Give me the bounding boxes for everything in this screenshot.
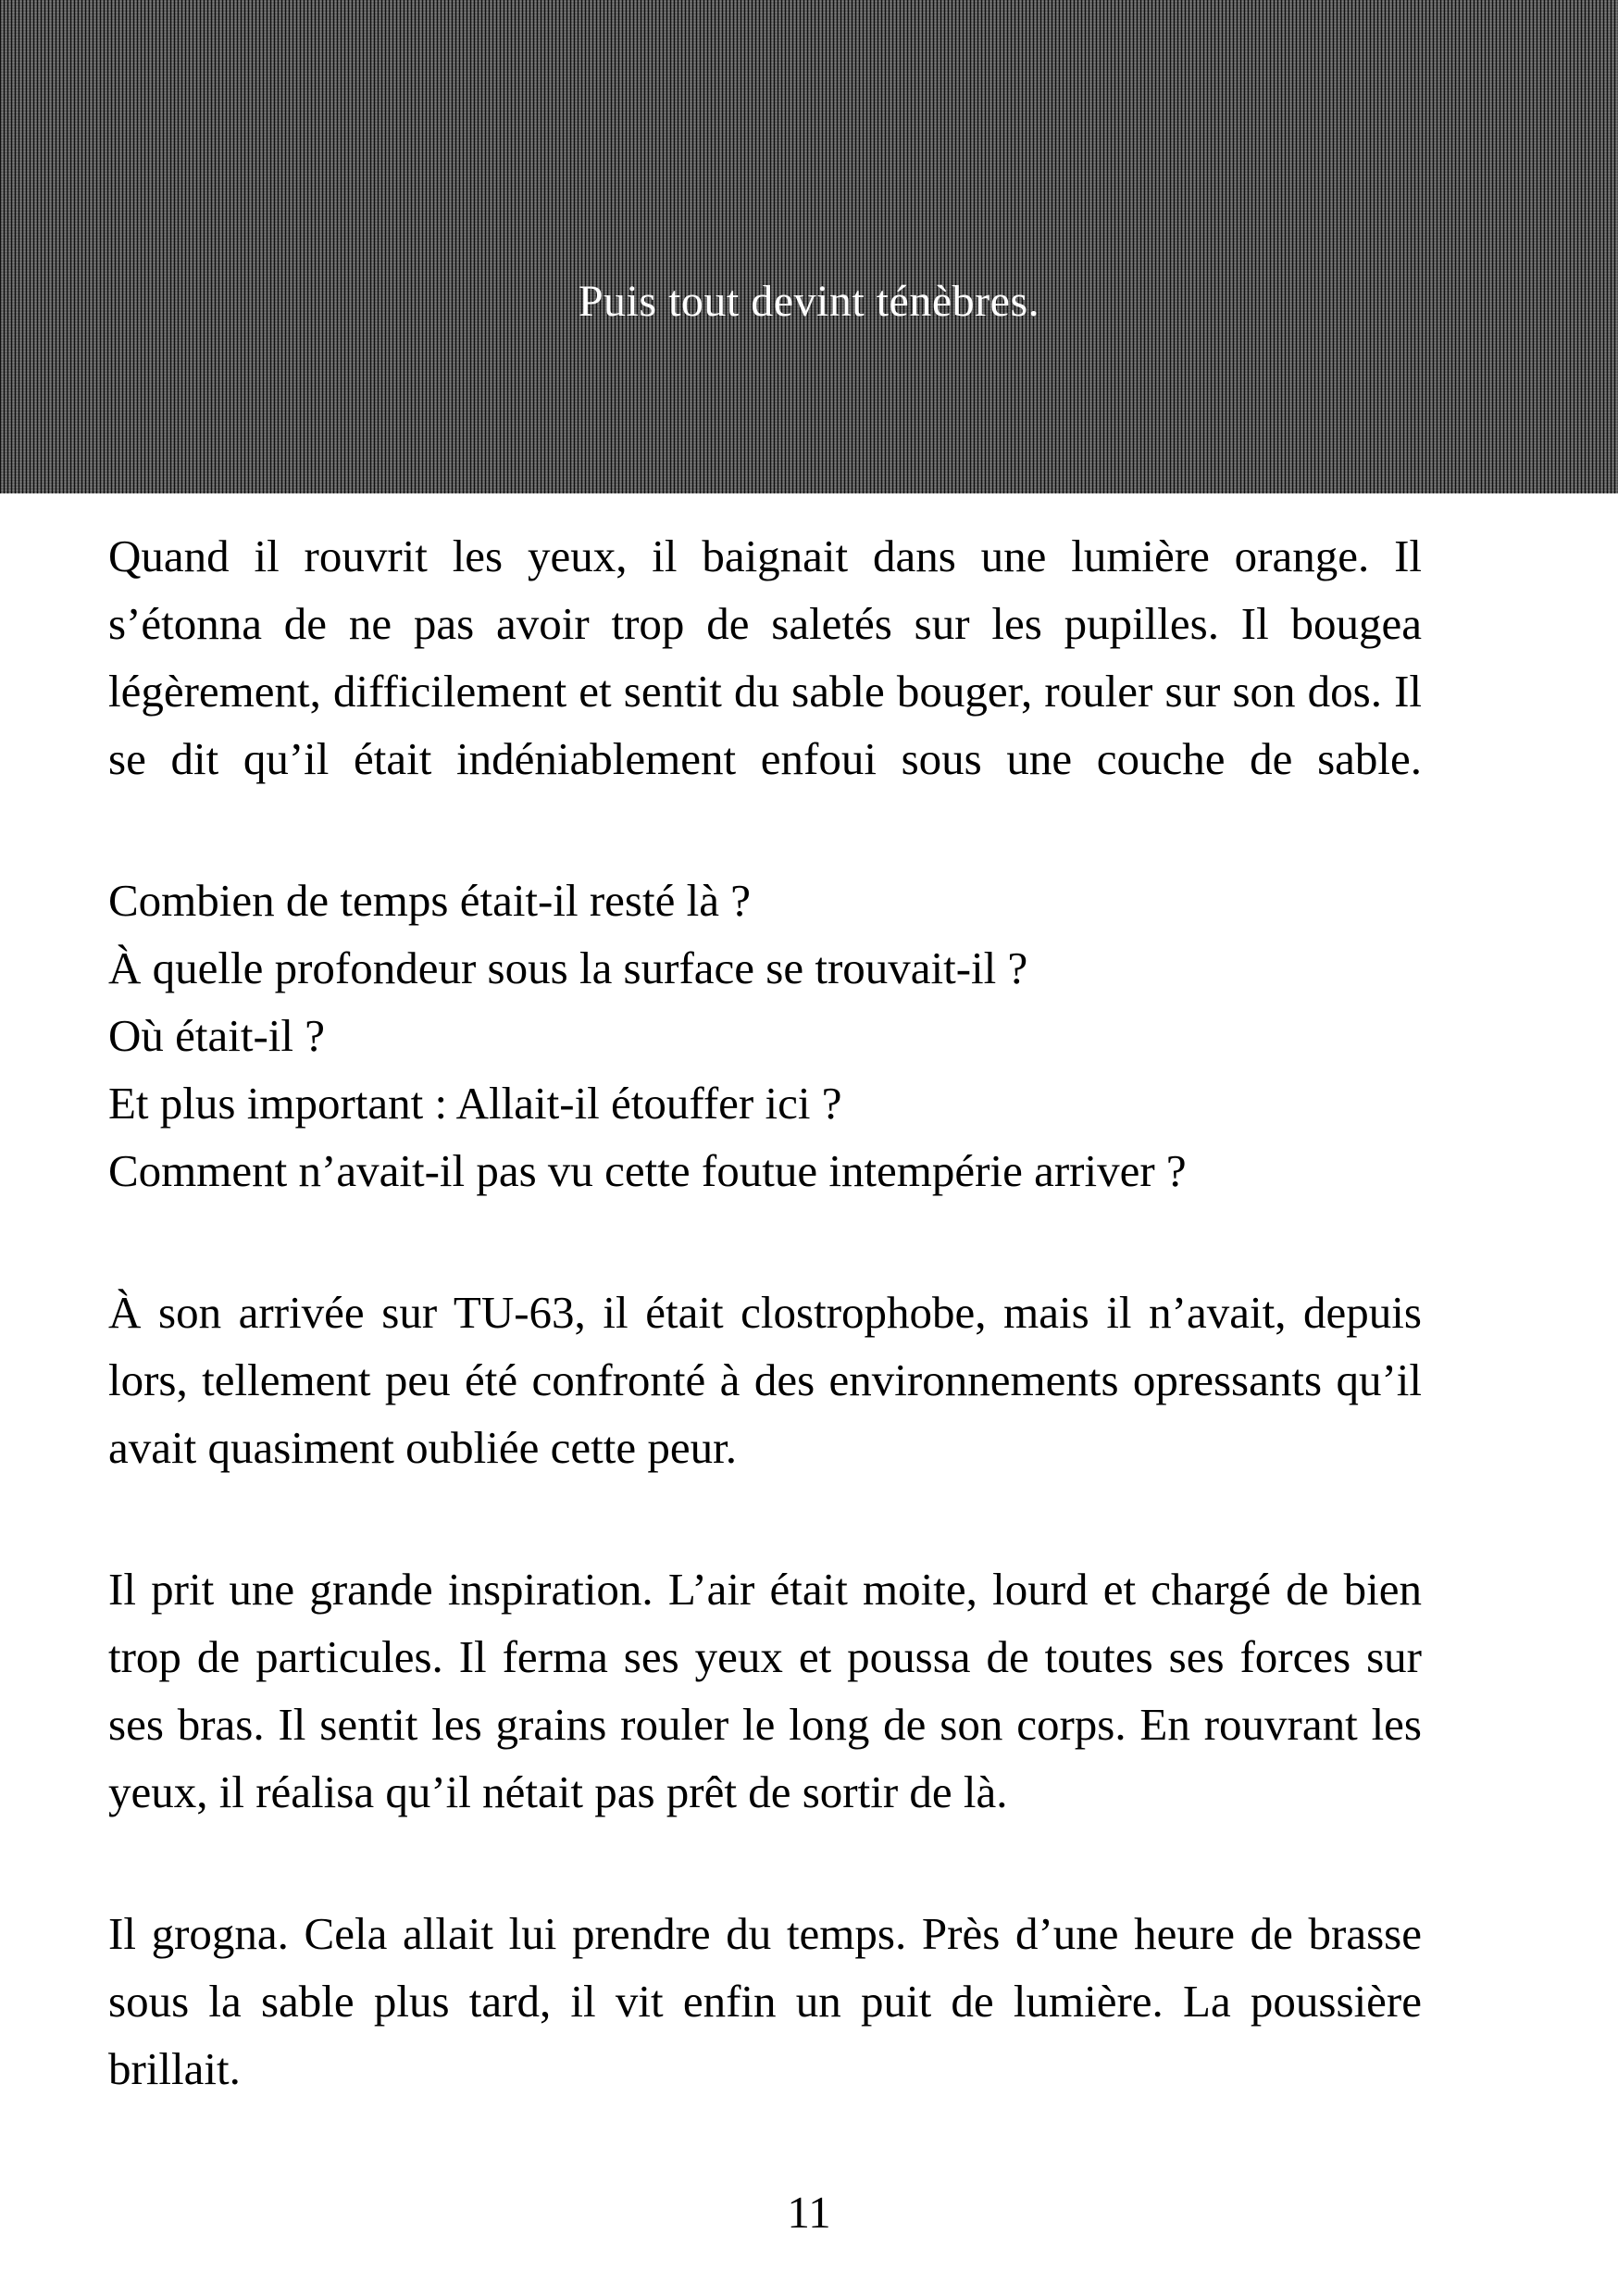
question-line: À quelle profondeur sous la surface se trouvait-il ? [108,942,1028,993]
paragraph-grogna: Il grogna. Cela allait lui prendre du temps. Près d’une heure de brasse sous la sable plus tard, il vit enfin un puit de lumière. La poussière brillait. [108,1908,1422,2094]
question-line: Où était-il ? [108,1010,326,1061]
page-number: 11 [787,2187,831,2238]
chapter-header-band [0,0,1618,493]
question-line: Comment n’avait-il pas vu cette foutue intempérie arriver ? [108,1145,1187,1196]
page-content [0,493,1618,2103]
paragraph-opening: Quand il rouvrit les yeux, il baignait dans une lumière orange. Il s’étonna de ne pas avoir trop de saletés sur les pupilles. Il bougea légèrement, difficilement et sentit du sable bouger, rouler sur son dos. Il se dit qu’il était indéniablement enfoui sous une couche de sable. [108,530,1422,784]
paragraph-arrival: À son arrivée sur TU-63, il était clostrophobe, mais il n’avait, depuis lors, tellement peu été confronté à des environnements opressants qu’il avait quasiment oubliée cette peur. [108,1287,1422,1473]
paragraph-inspiration: Il prit une grande inspiration. L’air était moite, lourd et chargé de bien trop de particules. Il ferma ses yeux et poussa de toutes ses forces sur ses bras. Il sentit les grains rouler le long de son corps. En rouvrant les yeux, il réalisa qu’il nétait pas prêt de sortir de là. [108,1564,1422,1817]
question-line: Combien de temps était-il resté là ? [108,875,751,926]
chapter-title: Puis tout devint ténèbres. [578,277,1040,326]
question-line: Et plus important : Allait-il étouffer ici ? [108,1078,842,1129]
question-block [108,867,1422,1204]
